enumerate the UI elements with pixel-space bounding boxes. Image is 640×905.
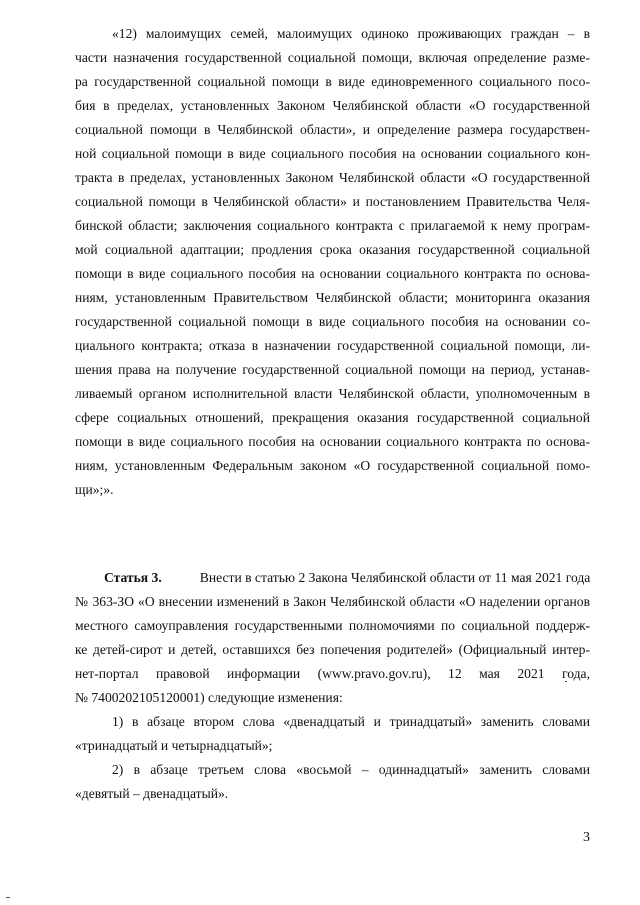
- text-line: помощи в виде социального пособия на основании социального контракта по основа-: [75, 434, 590, 449]
- text-line: ке детей-сирот и детей, оставшихся без попечения родителей» (Официальный интер-: [75, 642, 590, 657]
- text-line: щи»;».: [75, 482, 114, 497]
- text-line: местного самоуправления государственными полномочиями по социальной поддерж-: [75, 618, 590, 633]
- text-line: циального контракта; отказа в назначении государственной социальной помощи, ли-: [75, 338, 590, 353]
- text-line: ниям, установленным Федеральным законом «О государственной социальной помо-: [75, 458, 590, 473]
- text-line: бия в пределах, установленных Законом Челябинской области «О государственной: [75, 98, 590, 113]
- scan-speck: [6, 897, 10, 898]
- text-line: социальной помощи в Челябинской области» и постановлением Правительства Челя-: [75, 194, 590, 209]
- text-line: ной социальной помощи в виде социального пособия на основании социального кон-: [75, 146, 590, 161]
- text-line: «тринадцатый и четырнадцатый»;: [75, 738, 273, 753]
- text-line: шения права на получение государственной социальной помощи на период, устанав-: [75, 362, 590, 377]
- text-line: социальной помощи в Челябинской области», и определение размера государствен-: [75, 122, 590, 137]
- text-line: «12) малоимущих семей, малоимущих одиноко проживающих граждан – в: [112, 26, 590, 41]
- text-line: ра государственной социальной помощи в виде единовременного социального посо-: [75, 74, 590, 89]
- text-line: мой социальной адаптации; продления срока оказания государственной социальной: [75, 242, 590, 257]
- text-line: Внести в статью 2 Закона Челябинской области от 11 мая 2021 года: [199, 570, 591, 585]
- text-line: помощи в виде социального пособия на основании социального контракта по основа-: [75, 266, 590, 281]
- text-line: тракта в пределах, установленных Законом Челябинской области «О государственной: [75, 170, 590, 185]
- text-line: части назначения государственной социальной помощи, включая определение разме-: [75, 50, 590, 65]
- text-line: «девятый – двенадцатый».: [75, 786, 229, 801]
- text-line: государственной социальной помощи в виде социального пособия на основании со-: [75, 314, 590, 329]
- page-number: 3: [583, 830, 590, 845]
- text-line: № 363-ЗО «О внесении изменений в Закон Челябинской области «О наделении органов: [75, 594, 590, 609]
- article-3-label: Статья 3.: [104, 570, 162, 585]
- text-line: ниям, установленным Правительством Челябинской области; мониторинга оказания: [75, 290, 590, 305]
- article-3-heading-line: [104, 569, 590, 587]
- text-line: нет-портал правовой информации (www.pravo.gov.ru), 12 мая 2021 года,: [75, 666, 590, 681]
- text-line: 1) в абзаце втором слова «двенадцатый и тринадцатый» заменить словами: [112, 714, 590, 729]
- scan-speck: [565, 681, 567, 682]
- text-line: № 7400202105120001) следующие изменения:: [75, 690, 343, 705]
- text-line: 2) в абзаце третьем слова «восьмой – одиннадцатый» заменить словами: [112, 762, 590, 777]
- text-line: сфере социальных отношений, прекращения оказания государственной социальной: [75, 410, 590, 425]
- text-line: ливаемый органом исполнительной власти Челябинской области, уполномоченным в: [75, 386, 590, 401]
- text-line: бинской области; заключения социального контракта с прилагаемой к нему програм-: [75, 218, 590, 233]
